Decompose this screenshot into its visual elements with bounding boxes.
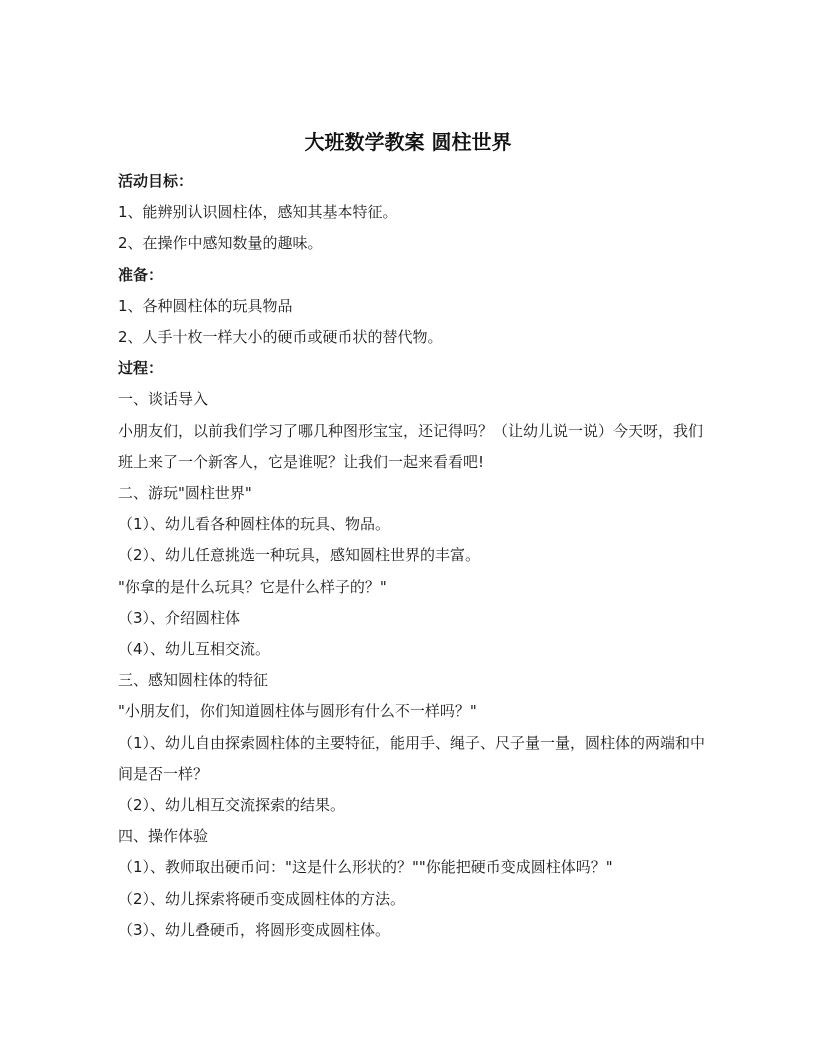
paragraph-line: 小朋友们，以前我们学习了哪几种图形宝宝，还记得吗？（让幼儿说一说）今天呀，我们班上来了一个新客人，它是谁呢？让我们一起来看看吧!: [118, 421, 704, 471]
paragraph-line: "你拿的是什么玩具？它是什么样子的？": [118, 577, 387, 596]
paragraph-line: 一、谈话导入: [118, 390, 209, 409]
paragraph-line: 三、感知圆柱体的特征: [118, 671, 269, 690]
paragraph-line: 2、人手十枚一样大小的硬币或硬币状的替代物。: [118, 328, 443, 347]
section-heading: 准备：: [118, 265, 164, 284]
paragraph-line: （2）、幼儿相互交流探索的结果。: [118, 796, 346, 815]
paragraph-line: （2）、幼儿探索将硬币变成圆柱体的方法。: [118, 889, 406, 908]
paragraph-line: （1）、幼儿看各种圆柱体的玩具、物品。: [118, 515, 391, 534]
paragraph-line: （4）、幼儿互相交流。: [118, 640, 271, 659]
paragraph-line: （1）、教师取出硬币问："这是什么形状的？""你能把硬币变成圆柱体吗？": [118, 858, 613, 877]
paragraph-line: 四、操作体验: [118, 827, 209, 846]
paragraph-line: （3）、幼儿叠硬币，将圆形变成圆柱体。: [118, 920, 391, 939]
paragraph-line: 1、各种圆柱体的玩具物品: [118, 296, 293, 315]
paragraph-line: 1、能辨别认识圆柱体，感知其基本特征。: [118, 203, 398, 222]
paragraph-line: "小朋友们，你们知道圆柱体与圆形有什么不一样吗？": [118, 702, 477, 721]
paragraph-line: （2）、幼儿任意挑选一种玩具，感知圆柱世界的丰富。: [118, 546, 481, 565]
paragraph-line: （3）、介绍圆柱体: [118, 608, 241, 627]
paragraph-line: 2、在操作中感知数量的趣味。: [118, 234, 323, 253]
section-heading: 活动目标：: [118, 172, 194, 190]
section-heading: 过程：: [118, 359, 164, 378]
paragraph-line: （1）、幼儿自由探索圆柱体的主要特征，能用手、绳子、尺子量一量，圆柱体的两端和中间是否一样？: [118, 733, 706, 783]
paragraph-line: 二、游玩"圆柱世界": [118, 484, 252, 503]
document-body: [118, 166, 708, 946]
page-title: 大班数学教案 圆柱世界: [304, 130, 512, 154]
